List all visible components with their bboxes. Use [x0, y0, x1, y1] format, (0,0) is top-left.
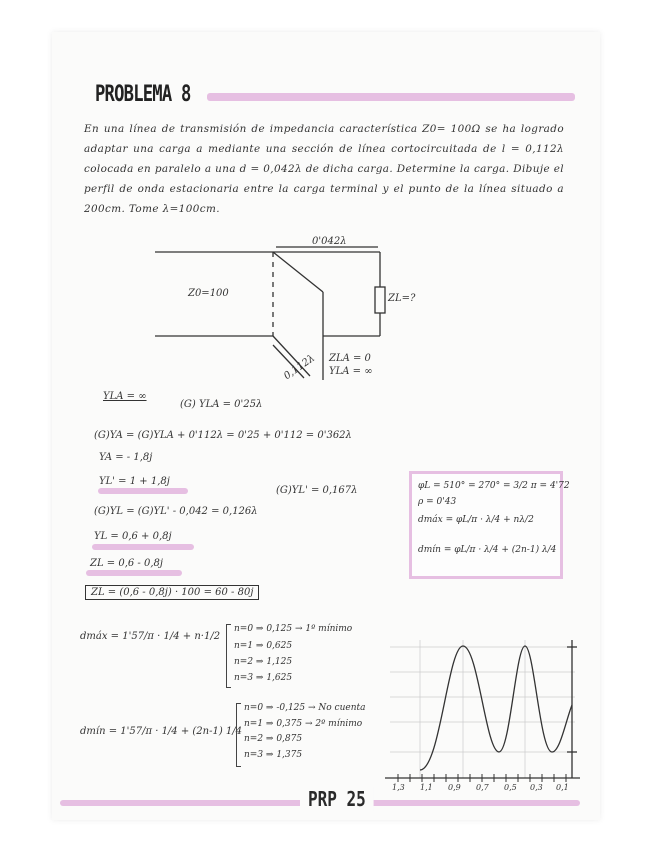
rho-line: ρ = 0'43 [418, 497, 457, 507]
tick-label: 0,3 [530, 783, 543, 792]
dmin-row-0: n=0 ⇒ -0,125 → No cuenta [244, 703, 366, 713]
ya-value: YA = - 1,8j [99, 452, 153, 463]
dmax-formula: dmáx = 1'57/π · 1/4 + n·1/2 [80, 631, 221, 642]
problem-statement: En una línea de transmisión de impedancia característica Z0= 100Ω se ha logrado adaptar una carga a mediante una sección de línea cortocircuitada de l = 0,112λ colocada en paralelo a una d = 0,042λ de dicha carga. Determine la carga. Dibuje el perfil de onda estacionaria entre la carga terminal y el punto de la línea situado a 200cm. Tome λ=100cm. [84, 123, 564, 215]
dmax-row-2: n=2 ⇒ 1,125 [234, 657, 293, 667]
distance-label: 0'042λ [312, 236, 347, 247]
zla-label: ZLA = 0 [329, 353, 371, 364]
dmax-row-1: n=1 ⇒ 0,625 [234, 641, 293, 651]
dmin-general: dmín = φL/π · λ/4 + (2n-1) λ/4 [418, 545, 557, 555]
dmax-general: dmáx = φL/π · λ/4 + nλ/2 [418, 515, 534, 525]
tick-label: 0,7 [476, 783, 489, 792]
tick-label: 0,9 [448, 783, 461, 792]
yla-position: (G) YLA = 0'25λ [180, 399, 263, 410]
zl-normalized: ZL = 0,6 - 0,8j [90, 558, 163, 569]
ya-position: (G)YA = (G)YLA + 0'112λ = 0'25 + 0'112 = 0'362λ [94, 430, 352, 441]
yla-label: YLA = ∞ [329, 366, 373, 377]
tick-label: 0,5 [504, 783, 517, 792]
phase-line: φL = 510° = 270° = 3/2 π = 4'72 [418, 481, 570, 491]
stub-length-label: 0,112λ [282, 352, 317, 383]
dmin-formula: dmín = 1'57/π · 1/4 + (2n-1) 1/4 [80, 726, 243, 737]
yla-infinite: YLA = ∞ [103, 391, 147, 402]
dmax-row-3: n=3 ⇒ 1,625 [234, 673, 293, 683]
yl-prime: YL' = 1 + 1,8j [99, 476, 170, 487]
problem-title: PROBLEMA 8 [95, 82, 191, 107]
dmin-row-1: n=1 ⇒ 0,375 → 2º mínimo [244, 719, 363, 729]
dmin-row-2: n=2 ⇒ 0,875 [244, 734, 303, 744]
tick-label: 0,1 [556, 783, 569, 792]
dmin-row-3: n=3 ⇒ 1,375 [244, 750, 303, 760]
zl-final-result: ZL = (0,6 - 0,8j) · 100 = 60 - 80j [85, 585, 259, 600]
zl-label: ZL=? [388, 293, 416, 304]
dmax-row-0: n=0 ⇒ 0,125 → 1º mínimo [234, 624, 353, 634]
tick-label: 1,1 [420, 783, 433, 792]
yl-position: (G)YL = (G)YL' - 0,042 = 0,126λ [94, 506, 258, 517]
tick-label: 1,3 [392, 783, 405, 792]
yl-normalized: YL = 0,6 + 0,8j [94, 531, 172, 542]
z0-label: Z0=100 [188, 288, 229, 299]
yl-prime-position: (G)YL' = 0,167λ [276, 485, 358, 496]
page-number: PRP 25 [300, 787, 374, 811]
